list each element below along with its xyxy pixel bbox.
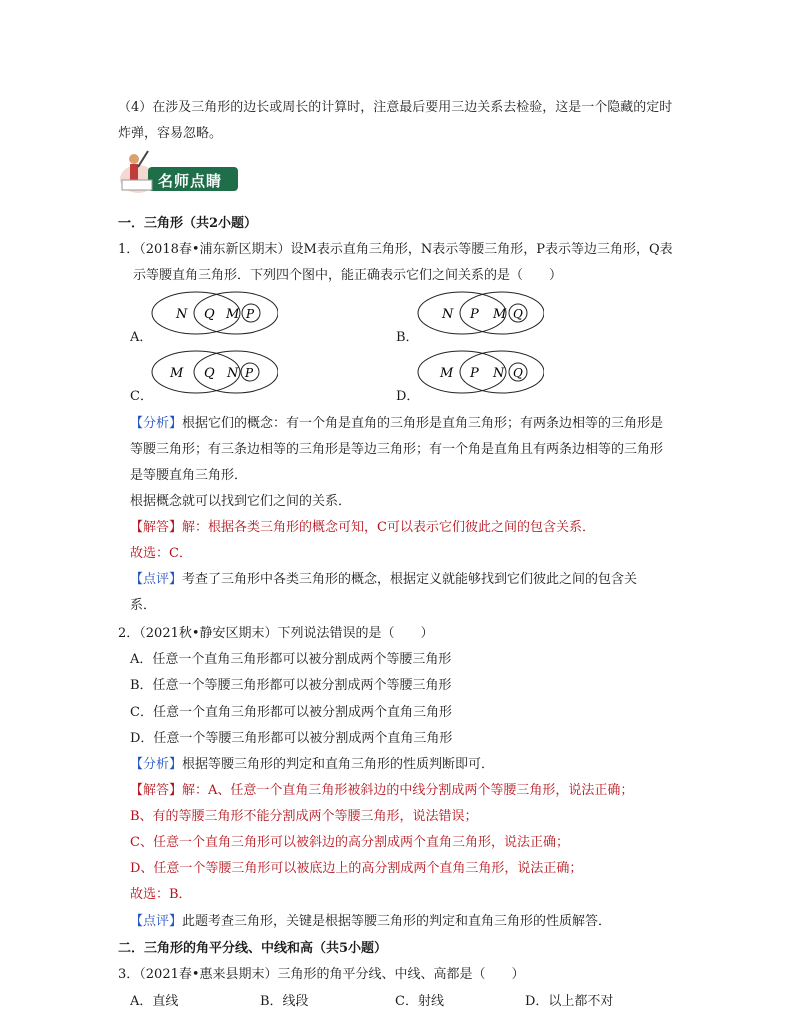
q2-answer-line-2: B、有的等腰三角形不能分割成两个等腰三角形，说法错误；: [130, 809, 478, 824]
q1-comment-line-1: [130, 568, 637, 587]
q3-option-b: B．线段: [260, 994, 309, 1009]
q2-analysis-text: 根据等腰三角形的判定和直角三角形的性质判断即可．: [182, 757, 495, 772]
venn-d-inner-label: Q: [513, 366, 523, 380]
q2-choice: 故选：B．: [130, 887, 192, 902]
badge-label: 名师点睛: [158, 172, 223, 190]
venn-diagram-b: [414, 288, 544, 338]
q2-comment-line: [130, 910, 611, 929]
q1-analysis-line-2: 等腰三角形；有三条边相等的三角形是等边三角形；有一个角是直角且有两条边相等的三角形: [130, 442, 664, 457]
venn-b-outer-label: N: [442, 307, 454, 322]
q2-answer-line-1: [130, 779, 633, 798]
q2-answer-text-1: 解：A、任意一个直角三角形被斜边的中线分割成两个等腰三角形，说法正确；: [182, 783, 634, 798]
venn-d-mid-label: P: [470, 366, 479, 381]
venn-c-mid-label: Q: [204, 366, 215, 381]
q3-stem: 3．（2021春•惠来县期末）三角形的角平分线、中线、高都是（ ）: [118, 967, 525, 982]
q1-option-a-label: A．: [130, 330, 153, 345]
q2-answer-line-3: C、任意一个直角三角形可以被斜边的高分割成两个直角三角形，说法正确；: [130, 835, 569, 850]
venn-b-inner-label: Q: [513, 307, 523, 321]
q2-option-a: A．任意一个直角三角形都可以被分割成两个等腰三角形: [130, 652, 452, 667]
q2-answer-tag: 【解答】: [130, 783, 183, 798]
venn-d-outer-label: M: [440, 366, 454, 381]
venn-a-right-label: M: [226, 307, 240, 322]
q2-option-c: C．任意一个直角三角形都可以被分割成两个直角三角形: [130, 705, 452, 720]
q2-analysis-line: [130, 753, 494, 772]
q1-answer-tag: 【解答】: [130, 520, 183, 535]
section-1-title: 一．三角形（共2小题）: [118, 216, 258, 231]
q1-analysis-line-1: [130, 412, 663, 431]
q1-option-b-label: B．: [396, 330, 419, 345]
q1-analysis-line-3: 是等腰直角三角形．: [130, 468, 248, 483]
q2-comment-text: 此题考查三角形，关键是根据等腰三角形的判定和直角三角形的性质解答．: [182, 914, 612, 929]
venn-c-inner-label: P: [245, 366, 254, 380]
q1-stem-line-1: 1．（2018春•浦东新区期末）设M表示直角三角形，N表示等腰三角形，P表示等边三角形，Q表: [118, 242, 673, 257]
q2-comment-tag: 【点评】: [130, 914, 183, 929]
q1-analysis-line-4: 根据概念就可以找到它们之间的关系．: [130, 494, 352, 509]
q2-analysis-tag: 【分析】: [130, 757, 183, 772]
q2-option-d: D．任意一个等腰三角形都可以被分割成两个直角三角形: [130, 731, 453, 746]
q2-option-b: B．任意一个等腰三角形都可以被分割成两个等腰三角形: [130, 678, 452, 693]
venn-a-inner-label: P: [246, 307, 255, 321]
venn-c-right-label: N: [227, 366, 239, 381]
q3-option-a: A．直线: [130, 994, 179, 1009]
q2-stem: 2．（2021秋•静安区期末）下列说法错误的是（ ）: [118, 626, 434, 641]
q1-answer-line: [130, 516, 595, 535]
venn-diagram-a: [148, 288, 278, 338]
q1-choice: 故选：C．: [130, 546, 192, 561]
q1-option-d-label: D．: [396, 389, 420, 404]
q3-option-d: D．以上都不对: [525, 994, 614, 1009]
intro-line-2: 炸弹，容易忽略。: [118, 126, 223, 141]
venn-diagram-d: [414, 347, 544, 397]
q1-comment-line-2: 系．: [130, 598, 157, 613]
venn-b-mid-label: P: [470, 307, 479, 322]
q3-option-c: C．射线: [395, 994, 444, 1009]
venn-b-right-label: M: [493, 307, 507, 322]
section-badge: [118, 145, 238, 197]
q1-analysis-tag: 【分析】: [130, 416, 183, 431]
venn-a-mid-label: Q: [204, 307, 215, 322]
q1-option-c-label: C．: [130, 389, 153, 404]
intro-line-1: （4）在涉及三角形的边长或周长的计算时，注意最后要用三边关系去检验，这是一个隐藏的定时: [118, 100, 673, 115]
venn-d-right-label: N: [493, 366, 505, 381]
q1-analysis-text-1: 根据它们的概念：有一个角是直角的三角形是直角三角形；有两条边相等的三角形是: [182, 416, 664, 431]
venn-a-outer-label: N: [176, 307, 188, 322]
venn-diagram-c: [148, 347, 278, 397]
section-2-title: 二．三角形的角平分线、中线和高（共5小题）: [118, 941, 388, 956]
venn-c-outer-label: M: [170, 366, 184, 381]
q1-stem-line-2: 示等腰直角三角形．下列四个图中，能正确表示它们之间关系的是（ ）: [133, 268, 563, 283]
q2-answer-line-4: D、任意一个等腰三角形可以被底边上的高分割成两个直角三角形，说法正确；: [130, 861, 583, 876]
q1-comment-text-1: 考查了三角形中各类三角形的概念，根据定义就能够找到它们彼此之间的包含关: [182, 572, 638, 587]
q1-answer-text: 解：根据各类三角形的概念可知，C可以表示它们彼此之间的包含关系．: [182, 520, 595, 535]
q1-comment-tag: 【点评】: [130, 572, 183, 587]
